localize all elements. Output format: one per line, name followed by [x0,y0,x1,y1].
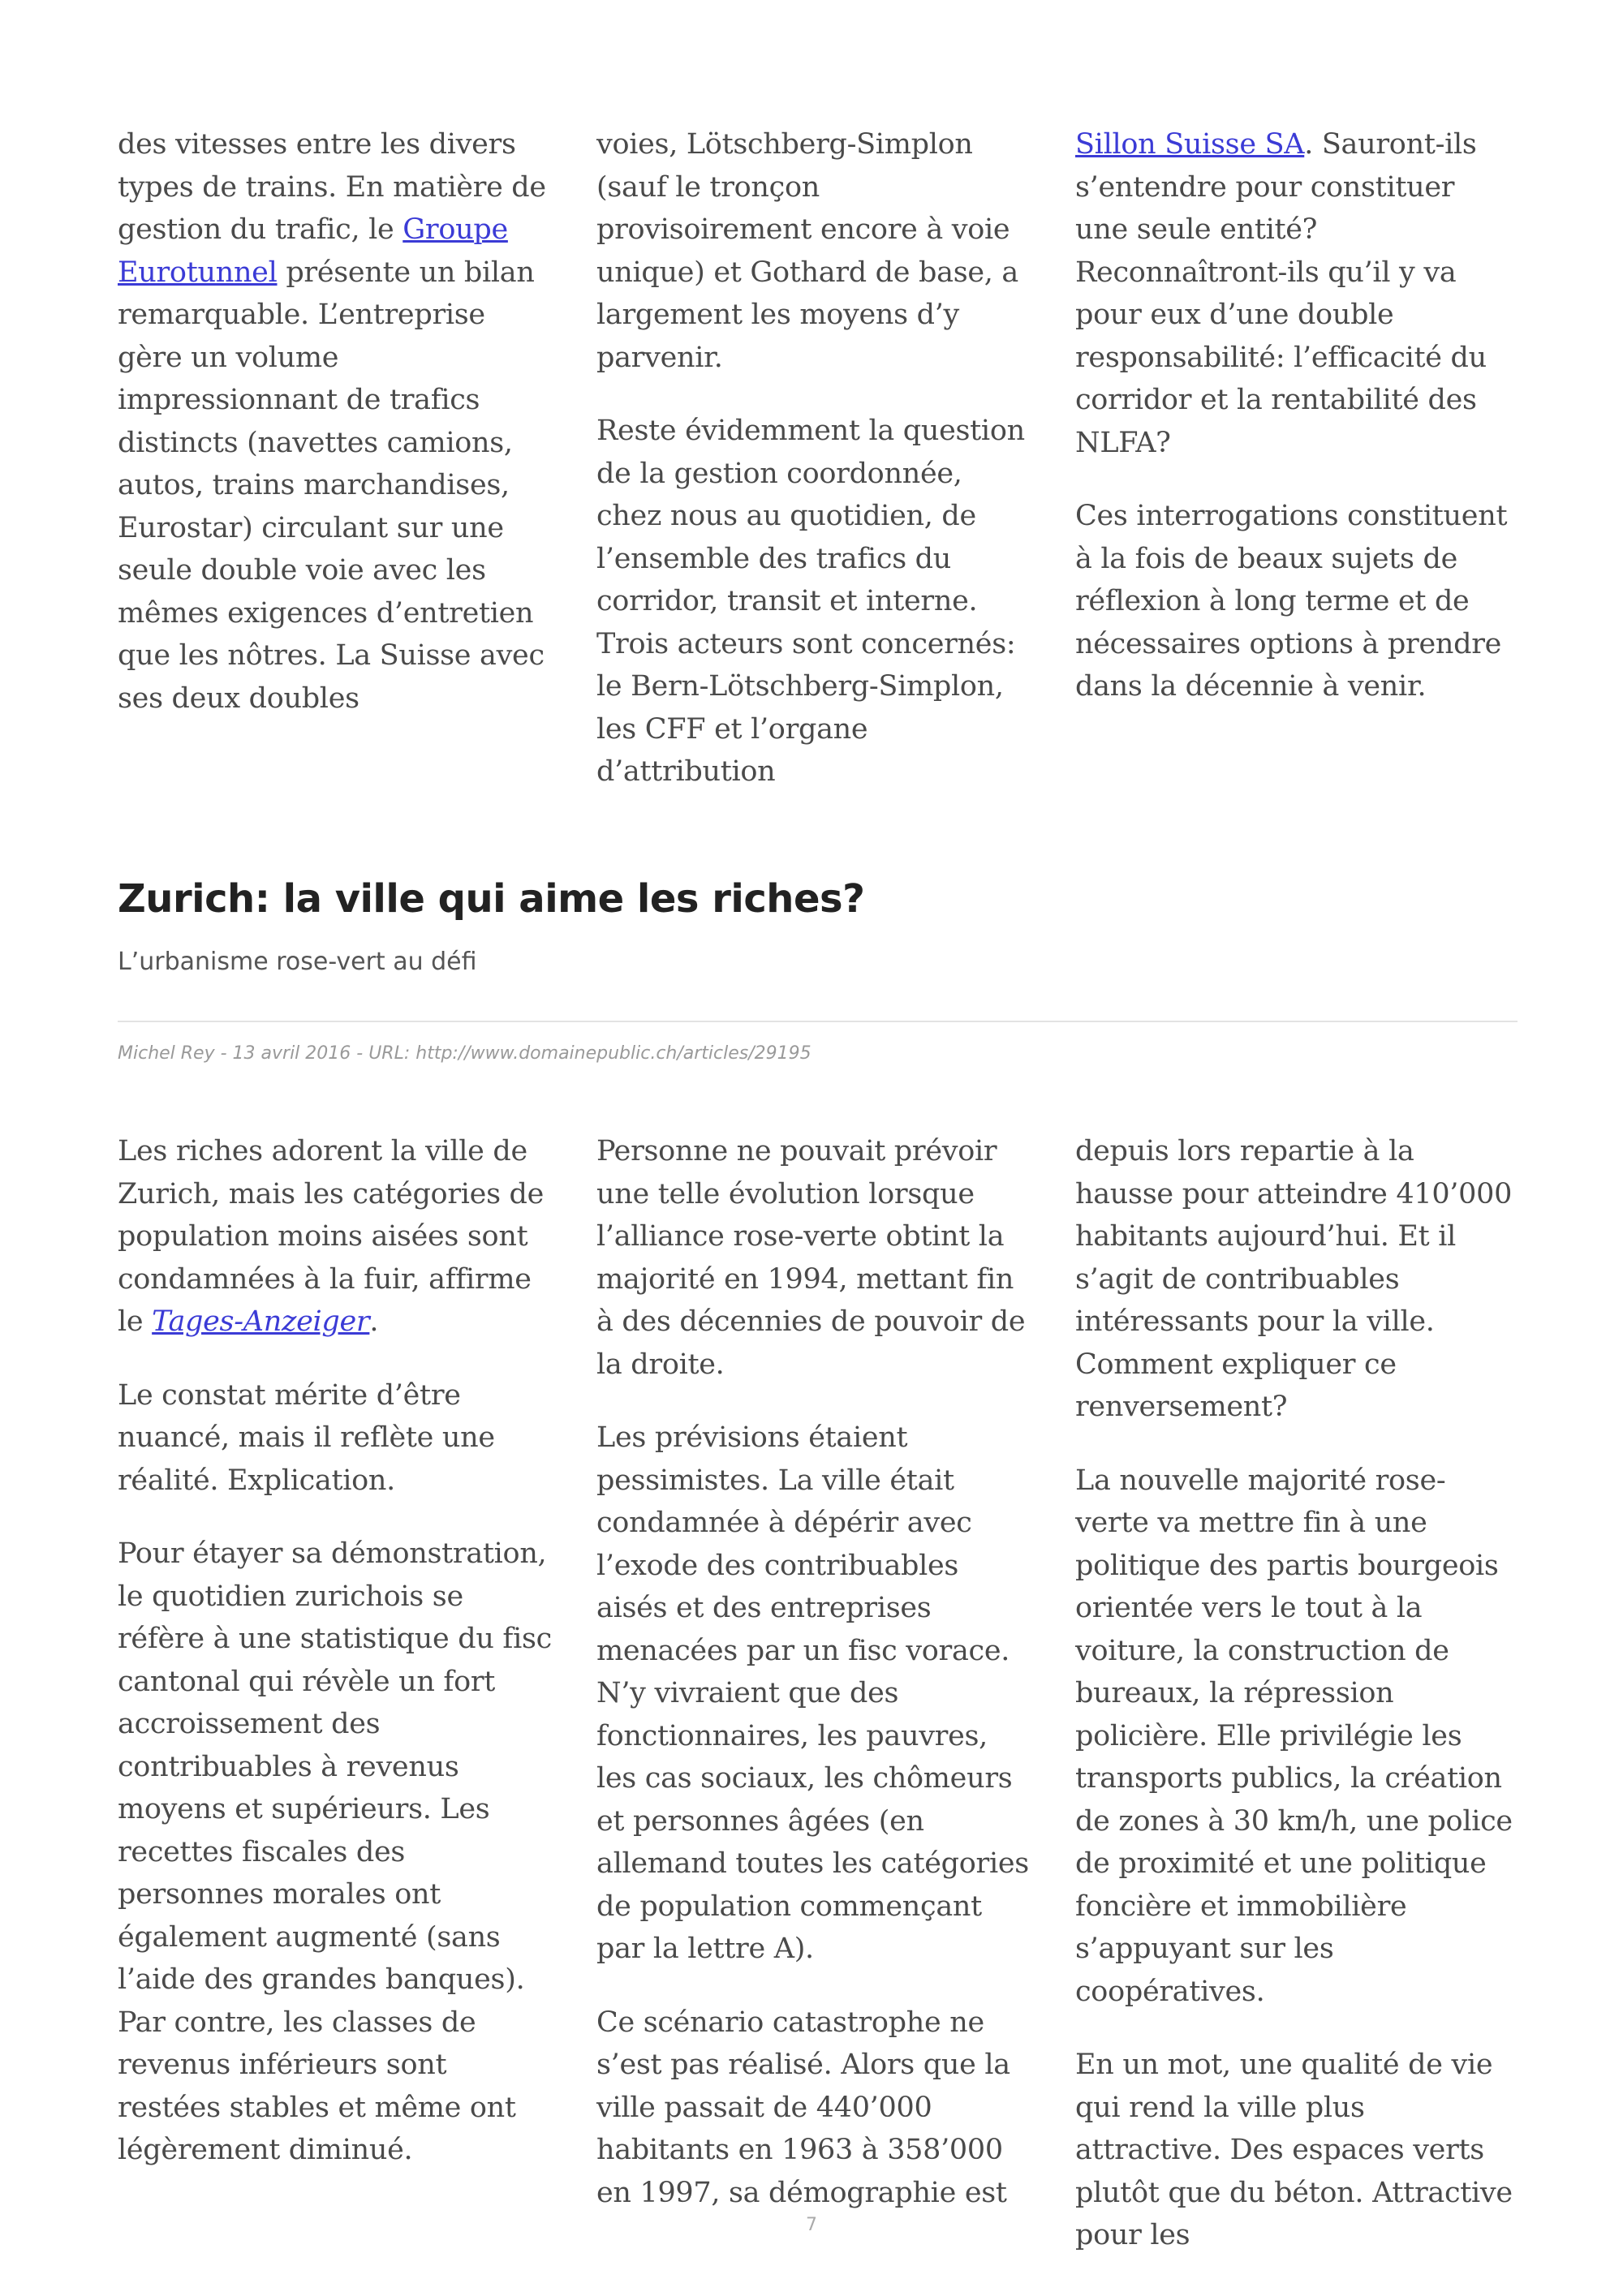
page-number: 7 [806,2215,817,2235]
article-meta: Michel Rey - 13 avril 2016 - URL: http://www.domainepublic.ch/articles/29195 [118,1043,812,1064]
paragraph: Les prévisions étaient pessimistes. La ville était condamnée à dépérir avec l’exode des contribuables aisés et des entreprises menacées par un fisc vorace. N’y vivraient que des fonctionnaires, les pauvres, les cas sociaux, les chômeurs et personnes âgées (en allemand toutes les catégories de population commençant par la lettre A). [596,1421,1029,1965]
paragraph: Reste évidemment la question de la gestion coordonnée, chez nous au quotidien, de l’ensemble des trafics du corridor, transit et interne. Trois acteurs sont concernés: le Bern-Lötschberg-Simplon, les CFF et l’organe d’attribution [596,415,1025,788]
prev-article-column-3 [1075,123,1513,708]
divider [118,1021,1518,1022]
article-column-2 [596,1130,1035,2214]
paragraph: Pour étayer sa démonstration, le quotidien zurichois se réfère à une statistique du fisc cantonal qui révèle un fort accroissement des contribuables à revenus moyens et supérieurs. Les recettes fiscales des personnes morales ont également augmenté (sans l’aide des grandes banques). Par contre, les classes de revenus inférieurs sont restées stables et même ont légèrement diminué. [118,1537,552,2166]
paragraph: depuis lors repartie à la hausse pour atteindre 410’000 habitants aujourd’hui. Et il s’agit de contribuables intéressants pour la ville. Comment expliquer ce renversement? [1075,1135,1513,1423]
article-column-3 [1075,1130,1513,2257]
paragraph: Sillon Suisse SA. Sauront-ils s’entendre pour constituer une seule entité? Reconnaîtront-ils qu’il y va pour eux d’une double responsabilité: l’efficacité du corridor et la rentabilité des NLFA? [1075,128,1487,459]
link-tages-anzeiger[interactable]: Tages-Anzeiger [152,1305,370,1338]
paragraph: En un mot, une qualité de vie qui rend la ville plus attractive. Des espaces verts plutôt que du béton. Attractive pour les [1075,2049,1513,2251]
paragraph: voies, Lötschberg-Simplon (sauf le tronçon provisoirement encore à voie unique) et Gothard de base, a largement les moyens d’y parvenir. [596,128,1018,374]
article-title: Zurich: la ville qui aime les riches? [118,876,865,922]
prev-article-column-1 [118,123,556,720]
paragraph: Le constat mérite d’être nuancé, mais il reflète une réalité. Explication. [118,1378,495,1497]
article-column-1 [118,1130,556,2172]
paragraph: des vitesses entre les divers types de trains. En matière de gestion du trafic, le Groupe Eurotunnel présente un bilan remarquable. L’entreprise gère un volume impressionnant de trafics distincts (navettes camions, autos, trains marchandises, Eurostar) circulant sur une seule double voie avec les mêmes exigences d’entretien que les nôtres. La Suisse avec ses deux doubles [118,128,546,715]
paragraph: Les riches adorent la ville de Zurich, mais les catégories de population moins aisées sont condamnées à la fuir, affirme le Tages-Anzeiger. [118,1135,545,1338]
paragraph: La nouvelle majorité rose-verte va mettre fin à une politique des partis bourgeois orientée vers le tout à la voiture, la construction de bureaux, la répression policière. Elle privilégie les transports publics, la création de zones à 30 km/h, une police de proximité et une politique foncière et immobilière s’appuyant sur les coopératives. [1075,1464,1513,2008]
paragraph: Ce scénario catastrophe ne s’est pas réalisé. Alors que la ville passait de 440’000 habitants en 1963 à 358’000 en 1997, sa démographie est [596,2006,1010,2209]
link-groupe-eurotunnel[interactable]: Groupe Eurotunnel [118,213,508,289]
paragraph: Personne ne pouvait prévoir une telle évolution lorsque l’alliance rose-verte obtint la majorité en 1994, mettant fin à des décennies de pouvoir de la droite. [596,1135,1026,1381]
prev-article-column-2 [596,123,1035,793]
paragraph: Ces interrogations constituent à la fois de beaux sujets de réflexion à long terme et de nécessaires options à prendre dans la décennie à venir. [1075,500,1508,703]
link-sillon-suisse[interactable]: Sillon Suisse SA [1075,128,1305,161]
article-subtitle: L’urbanisme rose-vert au défi [118,948,477,976]
